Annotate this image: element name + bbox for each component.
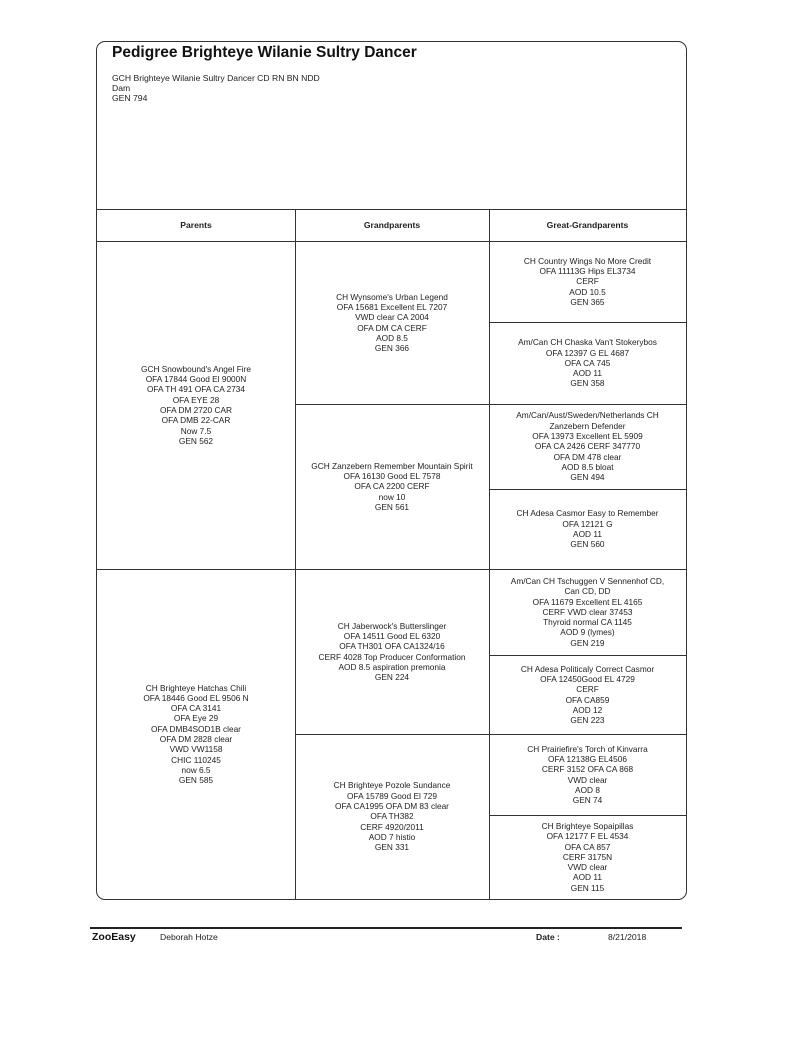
column-header-great-grandparents: Great-Grandparents <box>546 220 629 230</box>
dog-detail-line: OFA 12450Good EL 4729 <box>540 673 635 684</box>
dog-detail-line: Zanzebern Defender <box>549 420 626 431</box>
dog-detail-line: AOD 8.5 <box>376 332 408 343</box>
dog-detail-line: CHIC 110245 <box>171 754 221 765</box>
dog-detail-line: OFA CA 745 <box>564 357 611 368</box>
dog-detail-line: OFA 18446 Good EL 9506 N <box>143 692 249 703</box>
dog-detail-line: OFA CA 3141 <box>170 703 222 714</box>
dog-detail-line: CERF <box>576 684 599 695</box>
column-header-parents: Parents <box>180 220 212 230</box>
dog-detail-line: now 10 <box>378 491 406 502</box>
great-grandparent-2 <box>489 322 686 404</box>
dog-detail-line: VWD clear <box>567 862 608 873</box>
dog-detail-line: OFA DM 2720 CAR <box>160 405 232 415</box>
dog-detail-line: Thyroid normal CA 1145 <box>543 617 632 628</box>
dog-detail-line: GEN 585 <box>178 775 214 786</box>
dog-detail-line: CERF VWD clear 37453 <box>542 606 633 617</box>
subject-name: GCH Brighteye Wilanie Sultry Dancer CD RN BN NDD <box>112 73 320 83</box>
dog-detail-line: AOD 8.5 aspiration premonia <box>338 661 446 672</box>
great-grandparent-7 <box>489 734 686 815</box>
dog-detail-line: OFA CA 857 <box>564 841 611 852</box>
dog-detail-line: OFA 15789 Good El 729 <box>347 790 437 801</box>
dog-detail-line: OFA 11113G Hips EL3734 <box>539 266 636 277</box>
dog-name: Am/Can CH Tschuggen V Sennenhof CD, <box>510 575 665 586</box>
dog-detail-line: OFA DMB 22-CAR <box>161 415 231 426</box>
dog-detail-line: OFA 12177 F EL 4534 <box>546 831 629 842</box>
dog-detail-line: CERF 3152 OFA CA 868 <box>541 764 634 775</box>
dog-detail-line: GEN 366 <box>374 343 410 354</box>
dog-detail-line: VWD clear CA 2004 <box>355 312 429 323</box>
dog-name: Am/Can/Aust/Sweden/Netherlands CH <box>516 410 659 421</box>
subject-info <box>112 73 320 104</box>
footer-date-label: Date : <box>536 932 560 942</box>
dog-detail-line: AOD 11 <box>573 368 602 379</box>
footer-date-value: 8/21/2018 <box>608 932 647 942</box>
dog-detail-line: Now 7.5 <box>180 425 212 436</box>
grandparent-2 <box>295 404 489 569</box>
dog-name: CH Country Wings No More Credit <box>523 255 652 266</box>
dog-detail-line: OFA 15681 Excellent EL 7207 <box>336 301 448 312</box>
dog-name: CH Brighteye Sopaipillas <box>541 820 634 831</box>
dog-detail-line: OFA 16130 Good EL 7578 <box>343 471 441 482</box>
dog-detail-line: CERF <box>576 276 599 287</box>
dog-name: GCH Snowbound's Angel Fire <box>141 363 251 374</box>
parent-dam <box>97 569 295 899</box>
page-title: Pedigree Brighteye Wilanie Sultry Dancer <box>112 44 417 61</box>
dog-detail-line: OFA DMB4SOD1B clear <box>151 723 241 734</box>
great-grandparent-4 <box>489 489 686 569</box>
parent-sire <box>97 241 295 569</box>
dog-detail-line: GEN 494 <box>570 472 605 483</box>
dog-detail-line: VWD VW1158 <box>169 744 223 755</box>
dog-detail-line: OFA 12121 G <box>562 518 613 529</box>
dog-name: CH Brighteye Hatchas Chili <box>145 682 247 693</box>
dog-detail-line: OFA 13973 Excellent EL 5909 <box>532 431 643 442</box>
dog-detail-line: AOD 11 <box>573 872 602 883</box>
dog-detail-line: OFA Eye 29 <box>173 713 219 724</box>
dog-detail-line: AOD 12 <box>572 704 603 715</box>
dog-detail-line: OFA DM 478 clear <box>553 451 622 462</box>
dog-detail-line: OFA 12397 G EL 4687 <box>545 347 630 358</box>
dog-detail-line: CERF 4920/2011 <box>360 821 424 832</box>
dog-detail-line: OFA 14511 Good EL 6320 <box>343 630 441 641</box>
dog-name: Am/Can CH Chaska Van't Stokerybos <box>518 337 657 348</box>
grandparent-1 <box>295 241 489 404</box>
dog-detail-line: CERF 3175N <box>562 851 613 862</box>
dog-detail-line: AOD 9 (lymes) <box>560 627 615 638</box>
dog-detail-line: GEN 365 <box>570 296 605 307</box>
dog-name: GCH Zanzebern Remember Mountain Spirit <box>311 460 473 471</box>
dog-detail-line: OFA CA1995 OFA DM 83 clear <box>335 801 449 812</box>
dog-detail-line: GEN 115 <box>570 882 605 893</box>
dog-detail-line: OFA TH 491 OFA CA 2734 <box>146 384 246 395</box>
dog-detail-line: OFA CA 2200 CERF <box>354 481 430 492</box>
dog-detail-line: OFA TH301 OFA CA1324/16 <box>339 641 445 652</box>
dog-detail-line: AOD 11 <box>573 529 602 539</box>
footer-rule <box>90 927 682 929</box>
dog-detail-line: OFA 11679 Excellent EL 4165 <box>532 596 643 607</box>
great-grandparent-5 <box>489 569 686 655</box>
dog-detail-line: AOD 10.5 <box>569 286 606 297</box>
grandparent-4 <box>295 734 489 899</box>
subject-gen: GEN 794 <box>112 93 148 104</box>
dog-name: CH Adesa Politicaly Correct Casmor <box>520 663 655 674</box>
dog-detail-line: OFA 12138G EL4506 <box>548 753 627 764</box>
grandparent-3 <box>295 569 489 734</box>
dog-detail-line: Can CD, DD <box>564 586 611 597</box>
dog-detail-line: OFA 17844 Good El 9000N <box>145 374 247 385</box>
dog-detail-line: OFA EYE 28 <box>172 394 220 405</box>
dog-name: CH Wynsome's Urban Legend <box>336 291 448 302</box>
dog-detail-line: GEN 219 <box>570 637 605 648</box>
dog-name: CH Prairiefire's Torch of Kinvarra <box>527 743 648 754</box>
great-grandparent-6 <box>489 655 686 734</box>
dog-name: CH Adesa Casmor Easy to Remember <box>516 508 659 519</box>
subject-sex: Dam <box>112 83 131 94</box>
dog-detail-line: AOD 7 histio <box>368 831 416 842</box>
dog-detail-line: OFA DM CA CERF <box>357 322 427 333</box>
column-header-grandparents: Grandparents <box>363 220 421 230</box>
dog-detail-line: OFA TH382 <box>370 811 414 822</box>
dog-detail-line: GEN 358 <box>570 378 605 389</box>
great-grandparent-3 <box>489 404 686 489</box>
dog-name: CH Brighteye Pozole Sundance <box>333 780 451 791</box>
great-grandparent-8 <box>489 815 686 899</box>
dog-detail-line: OFA CA859 <box>565 694 610 705</box>
footer-owner: Deborah Hotze <box>160 932 218 942</box>
dog-detail-line: VWD clear <box>567 774 608 785</box>
dog-detail-line: CERF 4028 Top Producer Conformation <box>318 651 466 662</box>
dog-detail-line: OFA CA 2426 CERF 347770 <box>534 441 641 452</box>
dog-detail-line: GEN 331 <box>374 842 410 853</box>
dog-detail-line: AOD 8.5 bloat <box>561 461 614 472</box>
dog-detail-line: now 6.5 <box>181 764 211 775</box>
dog-name: CH Jaberwock's Butterslinger <box>337 620 447 631</box>
dog-detail-line: GEN 224 <box>374 672 410 683</box>
dog-detail-line: OFA DM 2828 clear <box>159 734 233 744</box>
dog-detail-line: GEN 74 <box>572 795 603 806</box>
dog-detail-line: AOD 8 <box>575 784 600 795</box>
footer-brand: ZooEasy <box>92 931 136 943</box>
dog-detail-line: GEN 562 <box>178 435 214 446</box>
dog-detail-line: GEN 560 <box>570 539 605 550</box>
dog-detail-line: GEN 223 <box>570 715 605 726</box>
dog-detail-line: GEN 561 <box>374 501 410 512</box>
great-grandparent-1 <box>489 241 686 322</box>
